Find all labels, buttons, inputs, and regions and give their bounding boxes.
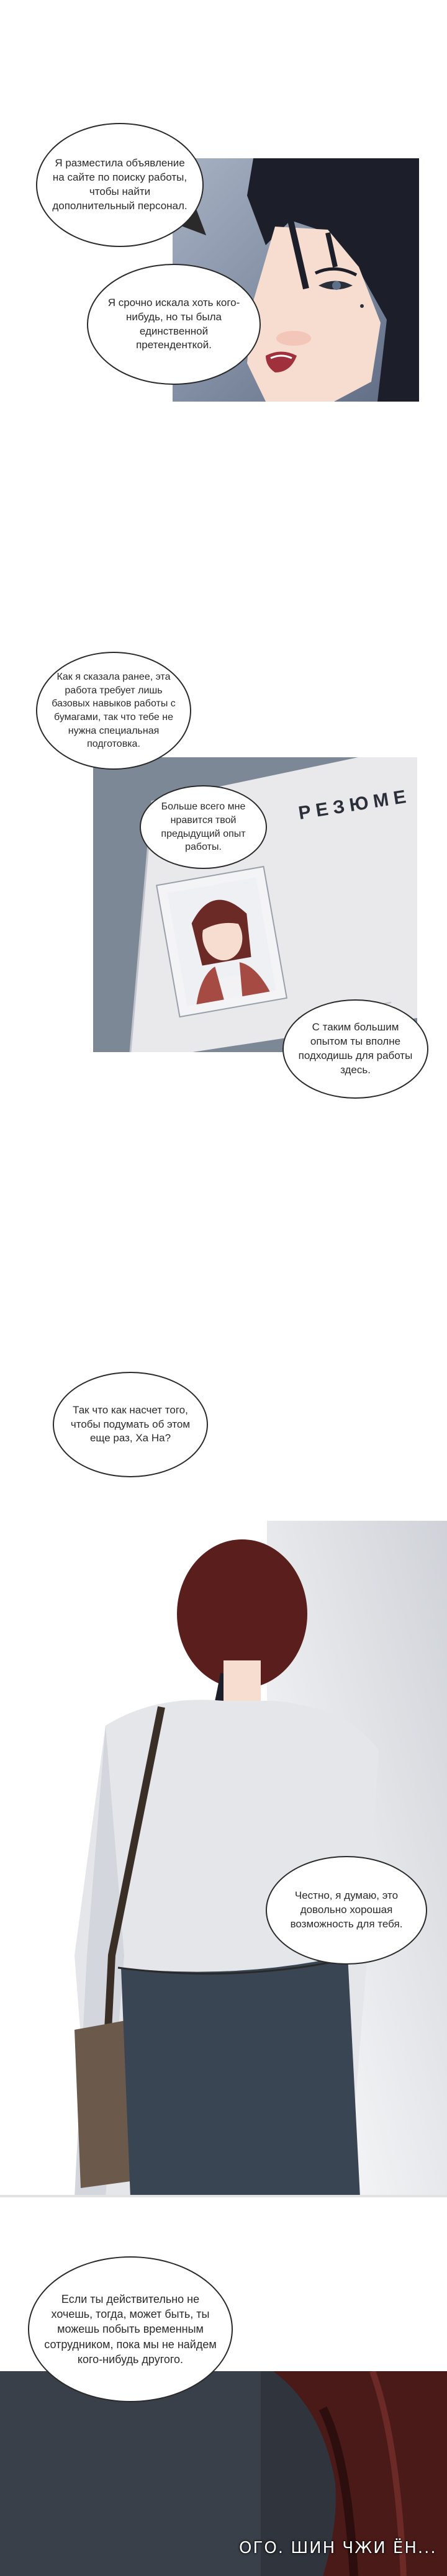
speech-text: Я разместила объявление на сайте по поиску работы, чтобы найти дополнительный персонал. (52, 157, 187, 212)
caption-text: ОГО. ШИН ЧЖИ ЁН... (239, 2539, 437, 2557)
speech-bubble-2 (87, 264, 261, 385)
speech-text: Больше всего мне нравится твой предыдущий опыт работы. (161, 801, 246, 853)
speech-bubble-4 (140, 785, 267, 869)
speech-bubble-7 (266, 1856, 427, 1965)
panel-back-view (0, 1521, 447, 2197)
speech-text: С таким большим опытом ты вполне подходишь для работы здесь. (298, 1021, 413, 1076)
speech-text: Если ты действительно не хочешь, тогда, может быть, ты можешь побыть временным сотрудником, пока мы не найдем кого-нибудь другого. (44, 2292, 217, 2366)
speech-text: Как я сказала ранее, эта работа требует лишь базовых навыков работы с бумагами, так что тебе не нужна специальная подготовка. (52, 672, 176, 750)
panel-4-art (0, 1521, 447, 2197)
speech-text: Я срочно искала хоть кого-нибудь, но ты была единственной претенденткой. (107, 296, 240, 351)
speech-bubble-8 (28, 2256, 233, 2402)
speech-bubble-1 (36, 123, 204, 247)
speech-bubble-5 (282, 999, 428, 1099)
resume-title: РЕЗЮМЕ (297, 785, 413, 824)
speech-text: Так что как насчет того, чтобы подумать об этом еще раз, Ха На? (70, 1403, 191, 1444)
speech-bubble-6 (53, 1372, 208, 1477)
speech-bubble-3 (36, 652, 191, 770)
speech-text: Честно, я думаю, это довольно хорошая возможность для тебя. (290, 1889, 403, 1930)
